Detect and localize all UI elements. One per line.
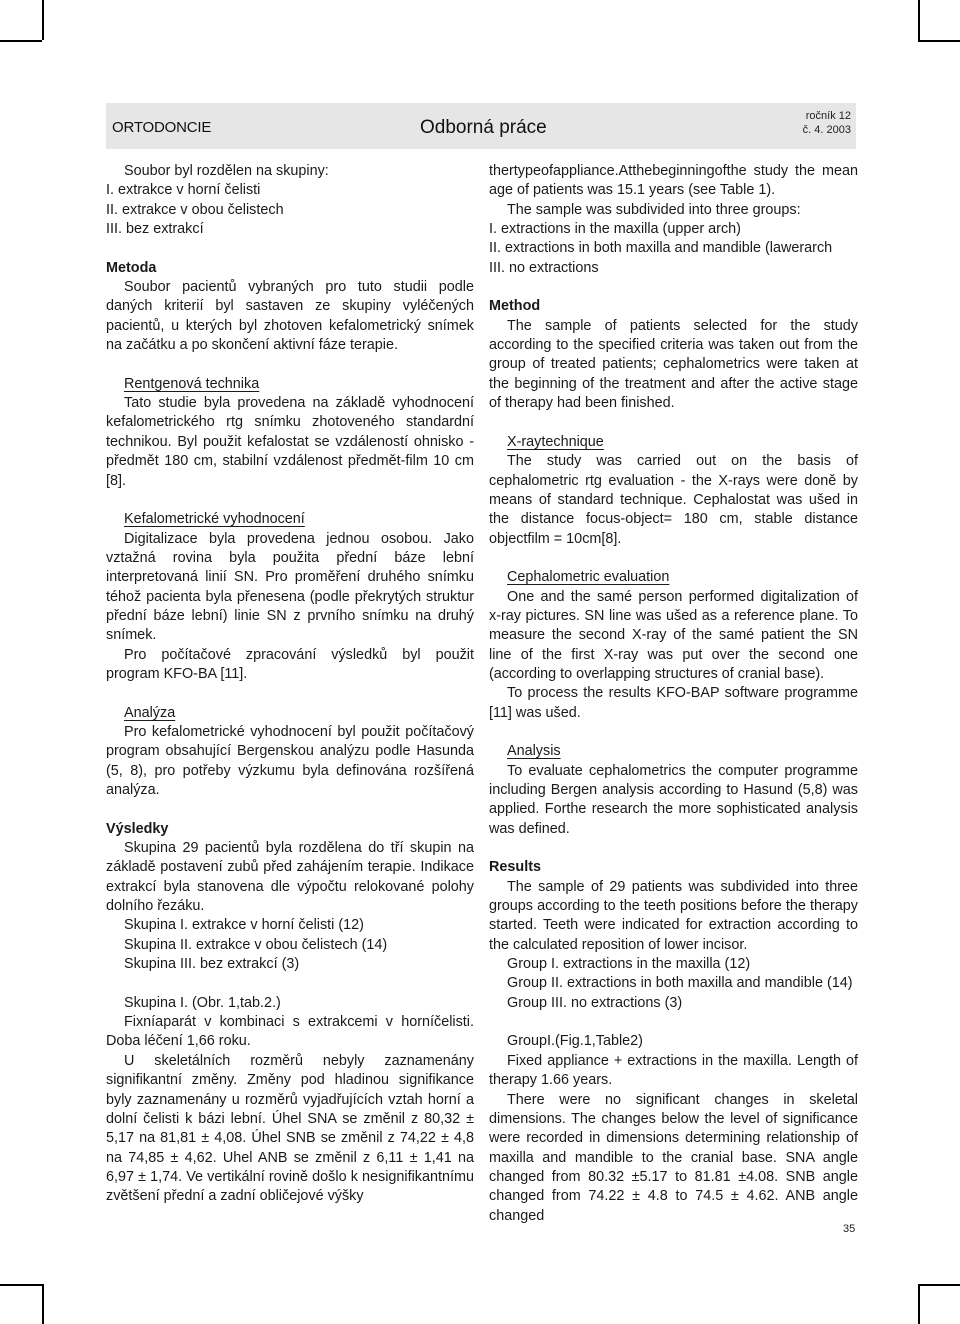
header-article-type: Odborná práce	[420, 117, 547, 138]
running-header	[106, 103, 856, 149]
header-volume: ročník 12	[805, 110, 851, 122]
crop-mark	[918, 40, 960, 42]
subheading-cephalometric-evaluation: Cephalometric evaluation	[507, 569, 670, 586]
paragraph: The sample of 29 patients was subdivided into three groups according to the teeth positions before the therapy started. Teeth were indicated for extraction according to the calculated reposition of lower incisor.	[489, 878, 858, 953]
paragraph: Pro kefalometrické vyhodnocení byl použit počítačový program obsahující Bergenskou analýzu podle Hasunda (5, 8), pro potřeby výzkumu byla definována rozšířená analýza.	[106, 723, 474, 798]
crop-mark	[42, 1284, 44, 1324]
paragraph: U skeletálních rozměrů nebyly zaznamenány signifikantní změny. Změny pod hladinou signifikance byly zaznamenány u rozměrů vyjadřujících vztah horní a dolní čelisti k bázi lební. Úhel SNA se změnil z 80,32 ± 5,17 na 81,81 ± 4,08. Úhel SNB se změnil z 74,22 ± 4,8 na 74,85 ± 4,62. Uhel ANB se změnil z 6,11 ± 1,41 na 6,97 ± 1,74. Ve vertikální rovině došlo k nesignifikantnímu zvětšení přední a zadní obličejové výšky	[106, 1052, 474, 1205]
paragraph: The sample was subdivided into three groups:	[507, 201, 801, 218]
subheading-rentgenova-technika: Rentgenová technika	[124, 375, 260, 392]
paragraph: Fixed appliance + extractions in the maxilla. Length of therapy 1.66 years.	[489, 1052, 858, 1089]
group-line: Skupina II. extrakce v obou čelistech (14)	[124, 936, 388, 953]
paragraph: Tato studie byla provedena na základě vyhodnocení kefalometrického rtg snímku zhotoveného standardní technikou. Byl použit kefalostat se vzdáleností ohnisko - předmět 180 cm, stabilní vzdálenost předmět-film 10 cm [8].	[106, 395, 474, 489]
paragraph: Digitalizace byla provedena jednou osobou. Jako vztažná rovina byla použita přední báze lební interpretovaná linií SN. Pro proměření druhého snímku téhož pacienta byla přenesena (podle překrytých struktur přední báze lební) linie SN z prvního snímku na druhý snímek.	[106, 530, 474, 644]
crop-mark	[0, 1284, 42, 1286]
paragraph: Soubor byl rozdělen na skupiny:	[124, 163, 329, 179]
crop-mark	[0, 40, 42, 42]
list-item: III. bez extrakcí	[106, 221, 204, 238]
paragraph: Soubor pacientů vybraných pro tuto studii podle daných kriterií byl sastaven ze skupiny vyléčených pacientů, u kterých byl zhotoven kefalometrický snímek na začátku a po skončení aktivní fáze terapie.	[106, 279, 474, 354]
group-line: Group III. no extractions (3)	[507, 994, 683, 1011]
paragraph: To evaluate cephalometrics the computer programme including Bergen analysis according to Hasund (5,8) was applied. Forthe research the more sophisticated analysis was defined.	[489, 762, 858, 837]
paragraph: thertypeofappliance.Atthebeginningofthe study the mean age of patients was 15.1 years (see Table 1).	[489, 163, 858, 199]
group-line: Skupina I. extrakce v horní čelisti (12)	[124, 917, 364, 934]
section-heading-results: Results	[489, 859, 541, 876]
header-issue: č. 4. 2003	[802, 124, 851, 136]
subheading-x-ray-technique: X-raytechnique	[507, 433, 604, 450]
section-heading-metoda: Metoda	[106, 259, 157, 276]
header-section: ORTODONCIE	[112, 119, 212, 136]
paragraph: There were no significant changes in skeletal dimensions. The changes below the level of significance were recorded in dimensions determining relationship of maxilla and mandible to the cranial base. SNA angle changed from 80.32 ±5.17 to 81.81 ±4.08. SNB angle changed from 74.22 ± 4.8 to 74.5 ± 4.62. ANB angle changed	[489, 1091, 858, 1224]
section-heading-method: Method	[489, 298, 541, 315]
section-heading-vysledky: Výsledky	[106, 820, 169, 837]
paragraph: To process the results KFO-BAP software programme [11] was ušed.	[489, 685, 858, 721]
right-column-english	[489, 162, 858, 1226]
list-item: III. no extractions	[489, 259, 599, 276]
header-issue-info	[803, 109, 851, 137]
paragraph: One and the samé person performed digitalization of x-ray pictures. SN line was ušed as a reference plane. To measure the second X-ray of the samé patient the SN line of the first X-ray was put over the second one (according to overlapping structures of cranial base).	[489, 588, 858, 682]
group-subheading: GroupI.(Fig.1,Table2)	[507, 1033, 643, 1050]
crop-mark	[918, 0, 920, 40]
crop-mark	[918, 1284, 960, 1286]
crop-mark	[42, 0, 44, 40]
paragraph: The sample of patients selected for the study according to the specified criteria was taken out from the group of treated patients; cephalometrics were taken at the beginning of the treatment and after the active stage of therapy had been finished.	[489, 317, 858, 412]
left-column-czech	[106, 162, 474, 1207]
list-item: II. extrakce v obou čelistech	[106, 201, 284, 218]
paragraph: Fixníaparát v kombinaci s extrakcemi v horníčelisti. Doba léčení 1,66 roku.	[106, 1014, 474, 1050]
group-line: Skupina III. bez extrakcí (3)	[124, 956, 300, 973]
list-item: II. extractions in both maxilla and mandible (lawerarch	[489, 240, 833, 257]
list-item: I. extractions in the maxilla (upper arch)	[489, 221, 741, 238]
subheading-analysis: Analysis	[507, 743, 561, 760]
list-item: I. extrakce v horní čelisti	[106, 182, 261, 199]
crop-mark	[918, 1284, 920, 1324]
page-number: 35	[843, 1223, 856, 1235]
subheading-analyza: Analýza	[124, 704, 176, 721]
paragraph: The study was carried out on the basis of cephalometric rtg evaluation - the X-rays were doně by means of standard technique. Cephalostat was ušed in the distance focus-object= 180 cm, stable distance objectfilm = 10cm[8].	[489, 453, 858, 547]
group-subheading: Skupina I. (Obr. 1,tab.2.)	[124, 994, 281, 1011]
group-line: Group I. extractions in the maxilla (12)	[507, 956, 751, 973]
paragraph: Pro počítačové zpracování výsledků byl použit program KFO-BA [11].	[106, 646, 474, 682]
subheading-kefalometricke-vyhodnoceni: Kefalometrické vyhodnocení	[124, 511, 305, 528]
group-line: Group II. extractions in both maxilla and mandible (14)	[507, 975, 853, 992]
paragraph: Skupina 29 pacientů byla rozdělena do tří skupin na základě postavení zubů před zahájením terapie. Indikace extrakcí byla stanovena dle výpočtu relokované polohy dolního řezáku.	[106, 840, 474, 915]
